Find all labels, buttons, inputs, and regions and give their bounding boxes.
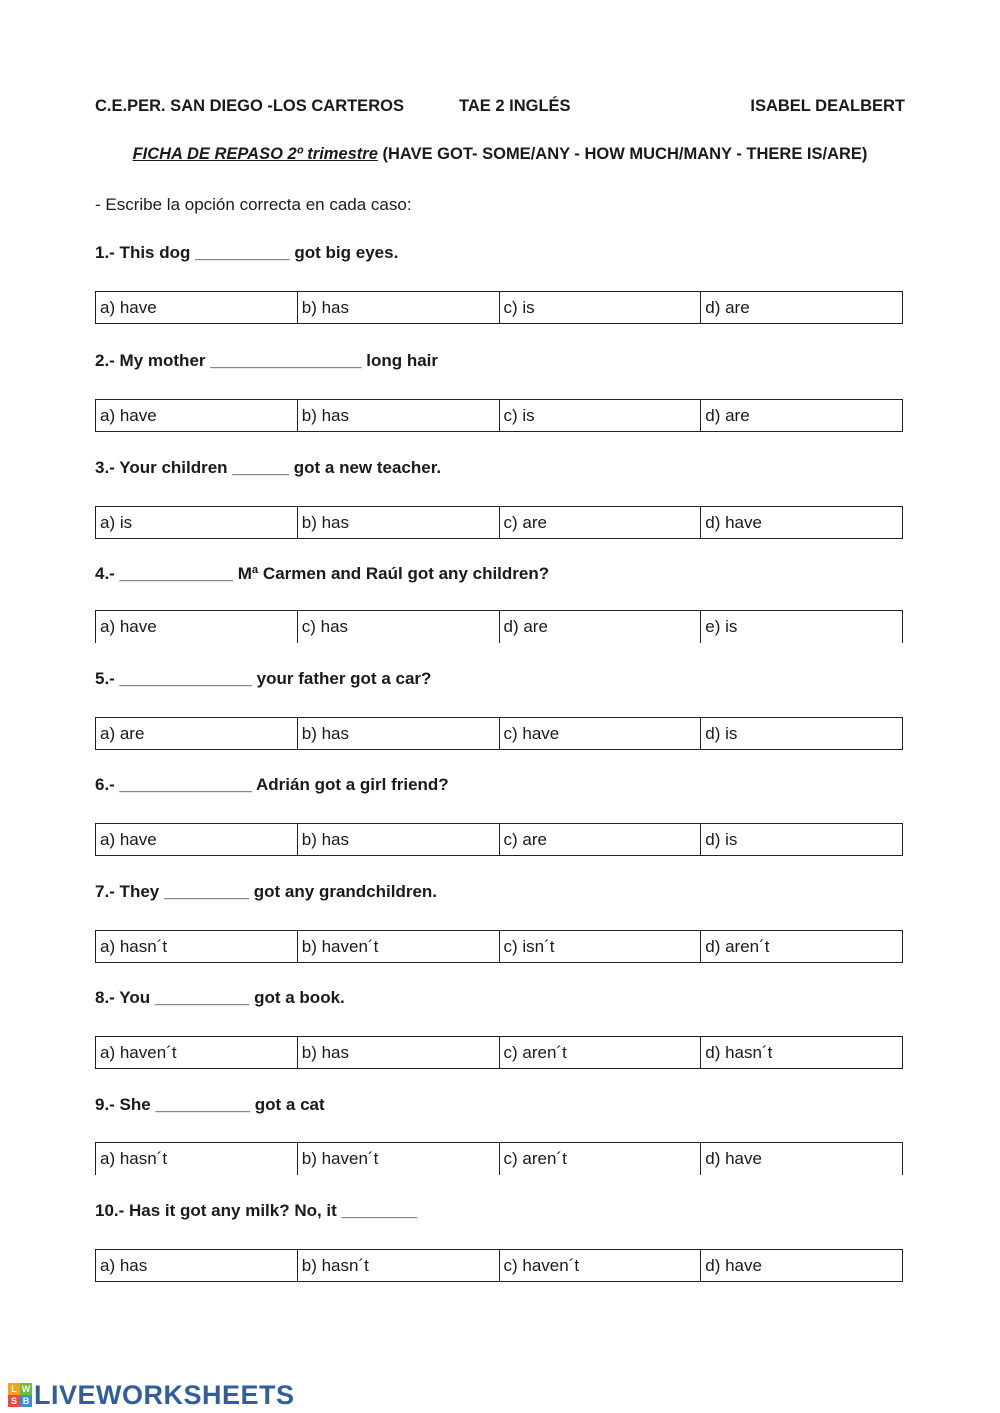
option-3d[interactable]: d) have: [700, 507, 902, 538]
option-8b[interactable]: b) has: [297, 1037, 499, 1068]
option-10d[interactable]: d) have: [700, 1250, 902, 1281]
option-3b[interactable]: b) has: [297, 507, 499, 538]
option-10c[interactable]: c) haven´t: [499, 1250, 701, 1281]
option-1c[interactable]: c) is: [499, 292, 701, 323]
logo-letter-w: W: [21, 1384, 31, 1394]
question-3: 3.- Your children ______ got a new teacher.: [95, 458, 442, 477]
option-9a[interactable]: a) hasn´t: [100, 1149, 168, 1168]
logo-letter-s: S: [8, 1395, 20, 1407]
options-row-7: [95, 930, 903, 963]
teacher-name: ISABEL DEALBERT: [750, 97, 905, 115]
option-4c[interactable]: d) are: [499, 611, 701, 643]
option-7a[interactable]: a) hasn´t: [100, 937, 168, 956]
option-2a[interactable]: a) have: [100, 406, 157, 425]
question-10: 10.- Has it got any milk? No, it ________: [95, 1201, 418, 1220]
logo-text: LIVEWORKSHEETS: [34, 1379, 295, 1410]
option-3c[interactable]: c) are: [499, 507, 701, 538]
worksheet-title: [95, 145, 905, 164]
option-4b[interactable]: c) has: [297, 611, 499, 643]
option-2c[interactable]: c) is: [499, 400, 701, 431]
options-row-3: [95, 506, 903, 539]
options-row-4: [95, 610, 903, 643]
option-5c[interactable]: c) have: [499, 718, 701, 749]
option-5b[interactable]: b) has: [297, 718, 499, 749]
options-row-1: [95, 291, 903, 324]
option-1d[interactable]: d) are: [700, 292, 902, 323]
option-10a[interactable]: a) has: [100, 1256, 148, 1275]
question-7: 7.- They _________ got any grandchildren.: [95, 882, 438, 901]
question-8: 8.- You __________ got a book.: [95, 988, 345, 1007]
option-9d[interactable]: d) have: [700, 1143, 902, 1175]
question-5: 5.- ______________ your father got a car?: [95, 669, 432, 688]
title-topics: (HAVE GOT- SOME/ANY - HOW MUCH/MANY - THERE IS/ARE): [377, 145, 868, 163]
options-row-8: [95, 1036, 903, 1069]
course-name: TAE 2 INGLÉS: [459, 97, 571, 115]
option-4a[interactable]: a) have: [100, 617, 157, 636]
school-name: C.E.PER. SAN DIEGO -LOS CARTEROS: [95, 97, 404, 115]
question-4: 4.- ____________ Mª Carmen and Raúl got any children?: [95, 564, 550, 583]
option-1b[interactable]: b) has: [297, 292, 499, 323]
option-9b[interactable]: b) haven´t: [297, 1143, 499, 1175]
instruction-text: - Escribe la opción correcta en cada caso:: [95, 195, 412, 214]
option-9c[interactable]: c) aren´t: [499, 1143, 701, 1175]
option-7b[interactable]: b) haven´t: [297, 931, 499, 962]
option-10b[interactable]: b) hasn´t: [297, 1250, 499, 1281]
options-row-5: [95, 717, 903, 750]
option-5d[interactable]: d) is: [700, 718, 902, 749]
option-2b[interactable]: b) has: [297, 400, 499, 431]
question-6: 6.- ______________ Adrián got a girl friend?: [95, 775, 449, 794]
question-2: 2.- My mother ________________ long hair: [95, 351, 439, 370]
option-7c[interactable]: c) isn´t: [499, 931, 701, 962]
options-row-6: [95, 823, 903, 856]
option-8c[interactable]: c) aren´t: [499, 1037, 701, 1068]
logo-letter-l: L: [8, 1383, 20, 1395]
option-7d[interactable]: d) aren´t: [700, 931, 902, 962]
worksheet-header: [95, 97, 905, 119]
options-row-9: [95, 1142, 903, 1175]
option-6c[interactable]: c) are: [499, 824, 701, 855]
option-8d[interactable]: d) hasn´t: [700, 1037, 902, 1068]
options-row-2: [95, 399, 903, 432]
liveworksheets-logo[interactable]: [8, 1381, 295, 1409]
option-8a[interactable]: a) haven´t: [100, 1043, 177, 1062]
option-1a[interactable]: a) have: [100, 298, 157, 317]
option-4d[interactable]: e) is: [700, 611, 902, 643]
question-1: 1.- This dog __________ got big eyes.: [95, 243, 399, 262]
question-9: 9.- She __________ got a cat: [95, 1095, 325, 1114]
option-2d[interactable]: d) are: [700, 400, 902, 431]
logo-mark-icon: [8, 1383, 32, 1407]
option-6d[interactable]: d) is: [700, 824, 902, 855]
options-row-10: [95, 1249, 903, 1282]
logo-letter-b: B: [20, 1395, 32, 1407]
option-3a[interactable]: a) is: [100, 513, 133, 532]
option-6b[interactable]: b) has: [297, 824, 499, 855]
option-5a[interactable]: a) are: [100, 724, 145, 743]
option-6a[interactable]: a) have: [100, 830, 157, 849]
title-italic: FICHA DE REPASO 2º trimestre: [132, 145, 378, 163]
